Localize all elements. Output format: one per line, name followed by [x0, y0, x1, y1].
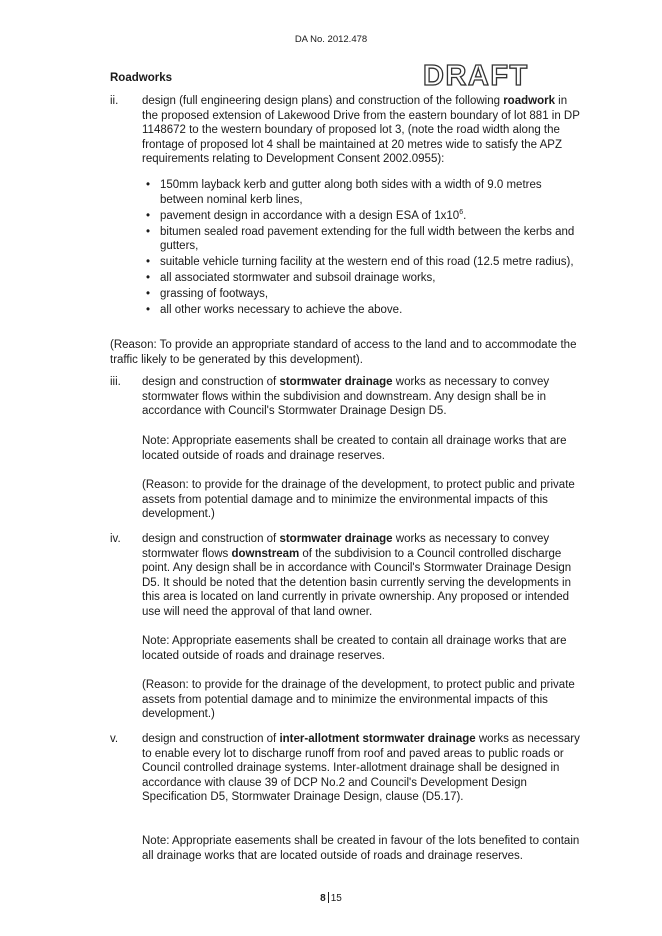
item-number-iii: iii.: [110, 376, 121, 388]
draft-watermark: DRAFT: [423, 60, 529, 92]
item-iv-note: Note: Appropriate easements shall be created to contain all drainage works that are located outside of roads and drainage reserves.: [142, 635, 567, 662]
list-item: • suitable vehicle turning facility at the western end of this road (12.5 metre radius),: [146, 255, 586, 270]
item-v-paragraph: design and construction of inter-allotment stormwater drainage works as necessary to enable every lot to discharge runoff from roof and paved areas to public roads or Council controlled drainage systems. Inter-allotment drainage shall be designed in accordance with clause 39 of DCP No.2 and Council's Development Design Specification D5, Stormwater Drainage Design, clause (D5.17).: [142, 733, 580, 804]
list-item: • all associated stormwater and subsoil drainage works,: [146, 271, 586, 286]
item-iv-paragraph: design and construction of stormwater drainage works as necessary to convey stormwater flows downstream of the subdivision to a Council controlled discharge point. Any design shall be in accordance with Council's Stormwater Drainage Design D5. It should be noted that the detention basin currently serving the developments in this area is located on land currently in private ownership. Any proposed or intended use will need the approval of that land owner.: [142, 533, 572, 618]
da-number: DA No. 2012.478: [294, 34, 368, 45]
item-iii-reason: (Reason: to provide for the drainage of the development, to protect public and private assets from potential damage and to minimize the environmental impacts of this development.): [142, 479, 575, 521]
list-item: • 150mm layback kerb and gutter along both sides with a width of 9.0 metres between nominal kerb lines,: [146, 178, 586, 207]
page-number: 8 15: [320, 893, 342, 904]
roadwork-bold: roadwork: [503, 95, 555, 107]
list-item: • bitumen sealed road pavement extending for the full width between the kerbs and gutters,: [146, 225, 586, 254]
item-number-v: v.: [110, 733, 119, 745]
item-iii-note: Note: Appropriate easements shall be created to contain all drainage works that are located outside of roads and drainage reserves.: [142, 435, 567, 462]
item-number-ii: ii.: [110, 95, 119, 107]
item-number-iv: iv.: [110, 533, 121, 545]
roadwork-bullet-list: [146, 178, 586, 319]
item-iii-paragraph: design and construction of stormwater drainage works as necessary to convey stormwater flows within the subdivision and downstream. Any design shall be in accordance with Council's Stormwater Drainage Design D5.: [142, 376, 550, 418]
section-title: Roadworks: [110, 72, 172, 84]
page-separator: [328, 892, 329, 903]
item-v-note: Note: Appropriate easements shall be created in favour of the lots benefited to contain all drainage works that are located outside of roads and drainage reserves.: [142, 835, 580, 862]
item-ii-paragraph: design (full engineering design plans) and construction of the following roadwork in the proposed extension of Lakewood Drive from the eastern boundary of lot 881 in DP 1148672 to the western boundary of proposed lot 3, (note the road width along the frontage of proposed lot 4 shall be maintained at 20 metres wide to satisfy the APZ requirements relating to Development Consent 2002.0955):: [142, 95, 580, 166]
item-iv-reason: (Reason: to provide for the drainage of the development, to protect public and private assets from potential damage and to minimize the environmental impacts of this development.): [142, 679, 575, 721]
list-item: • pavement design in accordance with a design ESA of $1x10^6$.: [146, 209, 586, 224]
item-ii-reason: (Reason: To provide an appropriate standard of access to the land and to accommodate the traffic likely to be generated by this development).: [110, 339, 577, 366]
list-item: • grassing of footways,: [146, 287, 586, 302]
list-item: • all other works necessary to achieve the above.: [146, 303, 586, 318]
